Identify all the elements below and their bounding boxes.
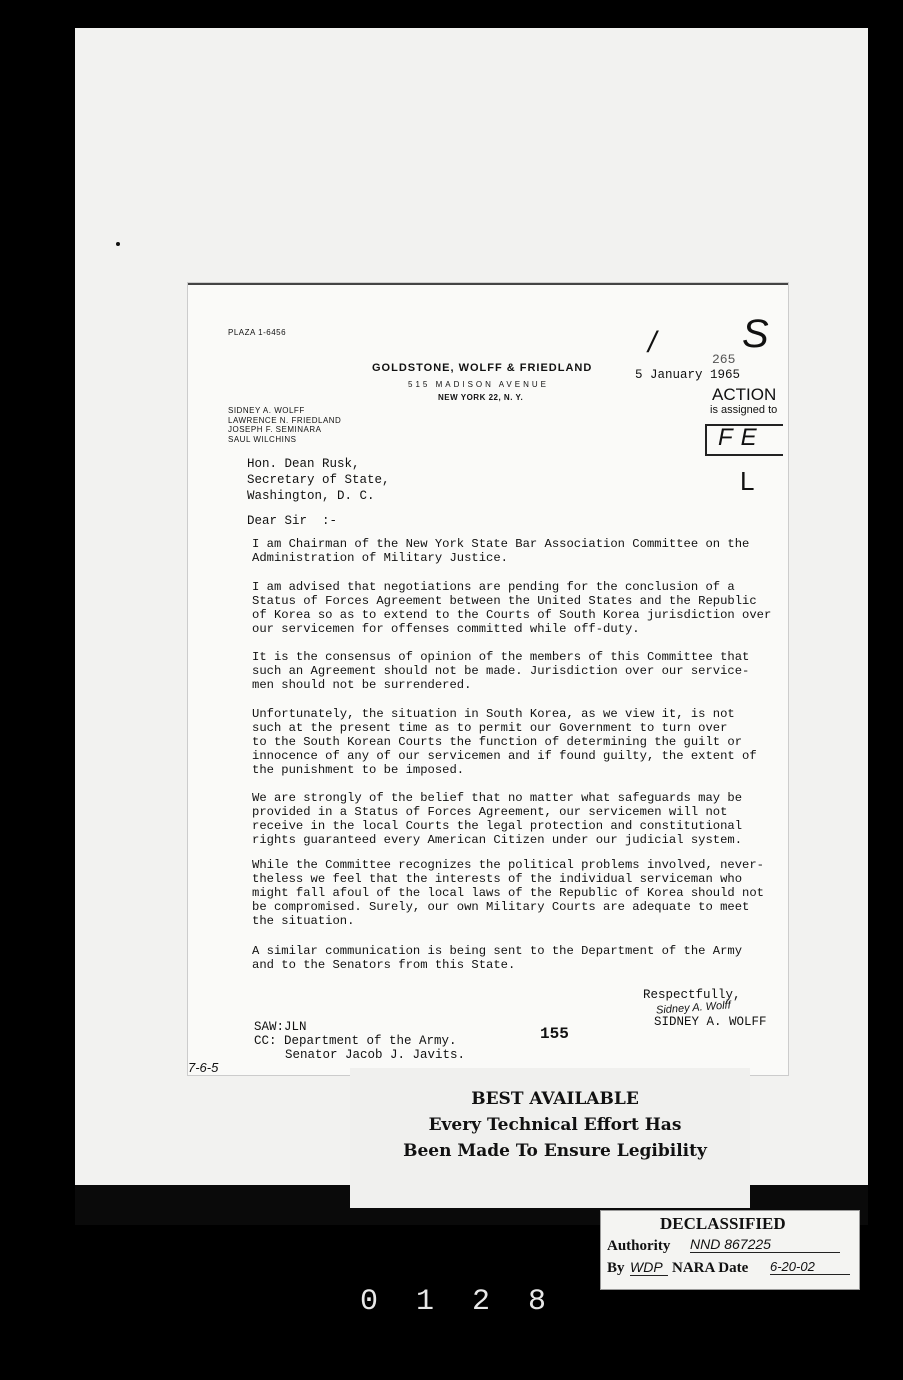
frame-number: 0128 [360, 1285, 585, 1319]
nara-date-label: NARA Date [672, 1260, 749, 1276]
partner-name: LAWRENCE N. FRIEDLAND [228, 415, 342, 425]
by-value: WDP [630, 1259, 668, 1276]
body-paragraph: While the Committee recognizes the political problems involved, never- theless we feel that the interests of the individual serviceman who might fall afoul of the local laws of the Republic of Korea should not be compromised. Surely, our own Military Courts are adequate to meet the situation. [252, 858, 764, 928]
body-paragraph: We are strongly of the belief that no matter what safeguards may be provided in a Status of Forces Agreement, our servicemen will not receive in the local Courts the legal protection and constitutional rights guaranteed every American Citizen under our judicial system. [252, 791, 743, 847]
cc-line: Senator Jacob J. Javits. [285, 1048, 466, 1062]
nara-date-value: 6-20-02 [770, 1259, 850, 1275]
speck [116, 242, 120, 246]
action-office-code: FE [718, 424, 765, 451]
closing: Respectfully, [643, 988, 741, 1002]
salutation: Dear Sir :- [247, 514, 338, 528]
body-paragraph: It is the consensus of opinion of the members of this Committee that such an Agreement should not be made. Jurisdiction over our service- men should not be surrendered. [252, 650, 750, 692]
authority-label: Authority [607, 1238, 671, 1254]
letter-date: 5 January 1965 [635, 368, 741, 382]
firm-address-street: 515 MADISON AVENUE [408, 380, 549, 389]
notice-line: BEST AVAILABLE [471, 1089, 639, 1109]
notice-line: Been Made To Ensure Legibility [403, 1141, 707, 1161]
authority-value: NND 867225 [690, 1236, 840, 1253]
signer-name: SIDNEY A. WOLFF [654, 1015, 767, 1029]
by-label: By [607, 1260, 625, 1276]
recipient-line: Washington, D. C. [247, 489, 375, 503]
signature-image: Sidney A. Wolff [655, 999, 732, 1017]
body-paragraph: Unfortunately, the situation in South Korea, as we view it, is not such at the present time as to permit our Government to turn over to the South Korean Courts the function of determining the guilt or innocence of any of our servicemen and if found guilty, the extent of the punishment to be imposed. [252, 707, 757, 777]
partner-name: SIDNEY A. WOLFF [228, 406, 305, 415]
notice-line: Every Technical Effort Has [428, 1115, 682, 1135]
recipient-line: Secretary of State, [247, 473, 390, 487]
partner-name: JOSEPH F. SEMINARA [228, 425, 322, 434]
action-assigned-label: is assigned to [710, 404, 778, 416]
best-available-notice [385, 1086, 725, 1164]
page-number: 155 [540, 1025, 569, 1043]
recipient-line: Hon. Dean Rusk, [247, 457, 360, 471]
action-stamp-label: ACTION [712, 385, 777, 404]
firm-address-city: NEW YORK 22, N. Y. [438, 393, 524, 402]
cc-line: CC: Department of the Army. [254, 1034, 457, 1048]
declassified-title: DECLASSIFIED [660, 1214, 786, 1233]
body-paragraph: I am Chairman of the New York State Bar Association Committee on the Administration of Military Justice. [252, 537, 750, 565]
partner-name: SAUL WILCHINS [228, 434, 297, 444]
handwritten-fraction-mark: / [648, 326, 657, 359]
recipient-address [247, 456, 390, 504]
handwritten-initial: L [740, 466, 755, 496]
partner-list [228, 406, 341, 444]
body-paragraph: I am advised that negotiations are pending for the conclusion of a Status of Forces Agreement between the United States and the Republic of Korea so as to extend to the Courts of South Korea jurisdiction over our servicemen for offenses committed while off-duty. [252, 580, 772, 636]
typist-initials: SAW:JLN [254, 1020, 307, 1034]
stamp-number: 265 [712, 352, 736, 367]
letterhead-phone: PLAZA 1-6456 [228, 328, 287, 337]
margin-note: 7-6-5 [188, 1060, 219, 1075]
body-paragraph: A similar communication is being sent to the Department of the Army and to the Senators from this State. [252, 944, 743, 972]
firm-name: GOLDSTONE, WOLFF & FRIEDLAND [372, 362, 593, 374]
handwritten-s-mark: S [742, 312, 769, 356]
